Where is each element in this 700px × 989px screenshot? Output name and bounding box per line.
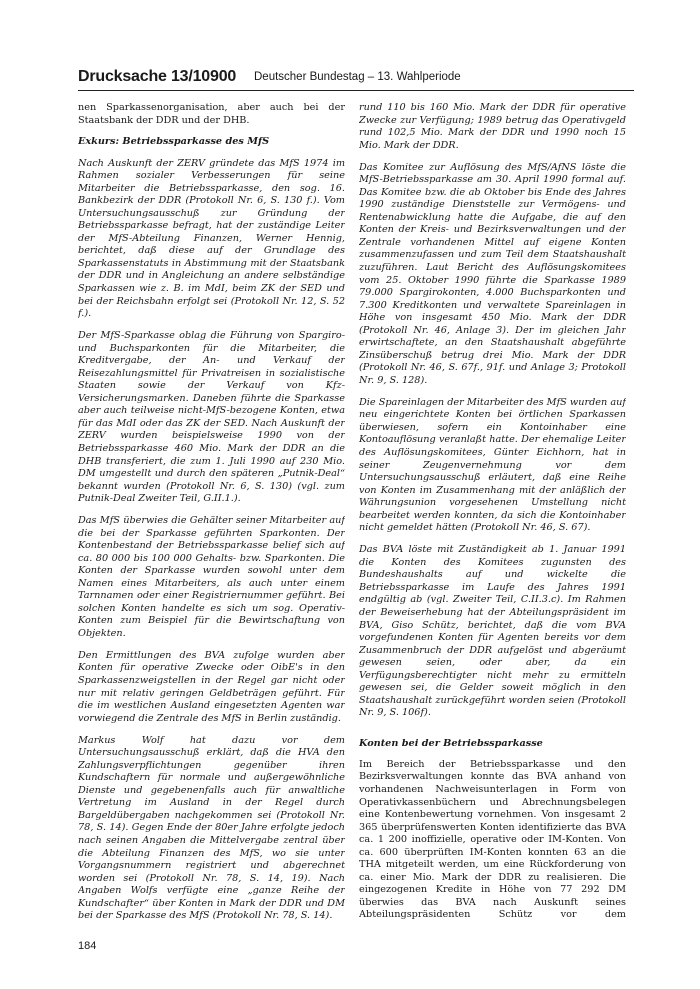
paragraph: Das BVA löste mit Zuständigkeit ab 1. Januar 1991 die Konten des Komitees zugunsten des Bundeshaushalts auf und wickelte die Betriebssparkasse im Laufe des Jahres 1991 endgültig ab (vgl. Zweiter Teil, C.II.3.c). Im Rahmen der Beweiserhebung hat der Abteilungspräsident im BVA, Giso Schütz, berichtet, daß die vom BVA vorgefundenen Konten für Agenten bereits vor dem Zusammenbruch der DDR aufgelöst und abgeräumt gewesen seien, oder aber, da ein Verfügungsberechtigter nicht mehr zu ermitteln gewesen sei, die Gelder soweit möglich in den Staatshaushalt zurückgeführt worden seien (Protokoll Nr. 9, S. 106f). — [359, 544, 626, 719]
paragraph: Im Bereich der Betriebssparkasse und den Bezirksverwaltungen konnte das BVA anhand von vorhandenen Nachweisunterlagen in Form von Operativkassenbüchern und Abrechnungsbelegen eine Kontenbewertung vornehmen. Von insgesamt 2 365 überprüfenswerten Konten identifizierte das BVA ca. 1 200 inoffizielle, operative oder IM-Konten. Von ca. 600 überprüften IM-Konten konnten 63 an die THA mitgeteilt werden, um eine Rückforderung von ca. einer Mio. Mark der DDR zu realisieren. Die eingezogenen Kredite in Höhe von 77 292 DM überwies das BVA nach Auskunft seines Abteilungspräsidenten Schütz vor dem — [359, 758, 626, 921]
paragraph: Den Ermittlungen des BVA zufolge wurden aber Konten für operative Zwecke oder OibE's in den Sparkassenzweigstellen in der Regel gar nicht oder nur mit relativ geringen Geldbeträgen geführt. Für die im westlichen Ausland eingesetzten Agenten war vorwiegend die Zentrale des MfS in Berlin zuständig. — [78, 649, 345, 724]
paragraph: Nach Auskunft der ZERV gründete das MfS 1974 im Rahmen sozialer Verbesserungen für seine Mitarbeiter die Betriebssparkasse, den sog. 16. Bankbezirk der DDR (Protokoll Nr. 6, S. 130 f.). Vom Untersuchungsausschuß zur Gründung der Betriebssparkasse befragt, hat der zuständige Leiter der MfS-Abteilung Finanzen, Werner Hennig, berichtet, daß diese auf der Grundlage des Sparkassenstatuts in Abstimmung mit der Staatsbank der DDR und in Angleichung an andere selbständige Sparkassen wie z. B. im MdI, beim ZK der SED und bei der Reichsbahn erfolgt sei (Protokoll Nr. 12, S. 52 f.). — [78, 157, 345, 320]
page-number: 184 — [78, 940, 97, 952]
paragraph: nen Sparkassenorganisation, aber auch bei der Staatsbank der DDR und der DHB. — [78, 102, 345, 126]
paragraph: Das MfS überwies die Gehälter seiner Mitarbeiter auf die bei der Sparkasse geführten Sparkonten. Der Kontenbestand der Betriebssparkasse belief sich auf ca. 80 000 bis 100 000 Gehalts- bzw. Sparkonten. Die Konten der Sparkasse wurden sowohl unter dem Namen eines Mitarbeiters, als auch unter einem Tarnnamen oder einer Registriernummer geführt. Bei solchen Konten handelte es sich um sog. Operativ-Konten zum Beispiel für die Bewirtschaftung von Objekten. — [78, 515, 345, 639]
paragraph: Markus Wolf hat dazu vor dem Untersuchungsausschuß erklärt, daß die HVA den Zahlungsverpflichtungen gegenüber ihren Kundschaftern für normale und außergewöhnliche Dienste und gegebenenfalls auch für anwaltliche Vertretung im Ausland in der Regel durch Bargeldübergaben nachgekommen sei (Protokoll Nr. 78, S. 14). Gegen Ende der 80er Jahre erfolgte jedoch nach seinen Angaben die Mittelvergabe zentral über die Abteilung Finanzen des MfS, wo sie unter Vorgangsnummern registriert und abgerechnet worden sei (Protokoll Nr. 78, S. 14, 19). Nach Angaben Wolfs verfügte eine „ganze Reihe der Kundschafter“ über Konten in Mark der DDR und DM bei der Sparkasse des MfS (Protokoll Nr. 78, S. 14). — [78, 734, 345, 922]
section-heading-konten: Konten bei der Betriebssparkasse — [359, 737, 543, 749]
document-number: Drucksache 13/10900 — [78, 68, 237, 85]
paragraph: rund 110 bis 160 Mio. Mark der DDR für operative Zwecke zur Verfügung; 1989 betrug das Operativgeld rund 102,5 Mio. Mark der DDR und 1990 noch 15 Mio. Mark der DDR. — [359, 102, 626, 151]
page-header — [78, 68, 634, 94]
paragraph: Der MfS-Sparkasse oblag die Führung von Spargiro- und Buchsparkonten für die Mitarbeiter, die Kreditvergabe, der An- und Verkauf der Reisezahlungsmittel für Privatreisen in sozialistische Staaten sowie der Verkauf von Kfz-Versicherungsmarken. Daneben führte die Sparkasse aber auch teilweise nicht-MfS-bezogene Konten, etwa für das MdI oder das ZK der SED. Nach Auskunft der ZERV wurden beispielsweise 1990 von der Betriebssparkasse 460 Mio. Mark der DDR an die DHB transferiert, die zum 1. Juli 1990 auf 230 Mio. DM umgestellt und durch den späteren „Putnik-Deal“ bekannt wurden (Protokoll Nr. 6, S. 130) (vgl. zum Putnik-Deal Zweiter Teil, G.II.1.). — [78, 330, 345, 505]
paragraph: Das Komitee zur Auflösung des MfS/AfNS löste die MfS-Betriebssparkasse am 30. April 1990 formal auf. Das Komitee bzw. die ab Oktober bis Ende des Jahres 1990 zuständige Dienststelle zur Vermögens- und Rentenabwicklung hatte die Aufgabe, die auf den Konten der Kreis- und Bezirksverwaltungen und der Zentrale vorhandenen Mittel auf eigene Konten zusammenzufassen und zum Teil dem Staatshaushalt zuzuführen. Laut Bericht des Auflösungskomitees vom 25. Oktober 1990 führte die Sparkasse 1989 79.000 Spargirokonten, 4.000 Buchsparkonten und 7.300 Kreditkonten und verwaltete Spareinlagen in Höhe von insgesamt 450 Mio. Mark der DDR (Protokoll Nr. 46, Anlage 3). Der im gleichen Jahr erwirtschaftete, an den Staatshaushalt abgeführte Zinsüberschuß betrug drei Mio. Mark der DDR (Protokoll Nr. 46, S. 67f., 91f. und Anlage 3; Protokoll Nr. 9, S. 128). — [359, 161, 626, 386]
header-rule — [78, 90, 634, 91]
right-column — [359, 102, 626, 922]
parliament-label: Deutscher Bundestag – 13. Wahlperiode — [254, 71, 461, 83]
paragraph: Die Spareinlagen der Mitarbeiter des MfS wurden auf neu eingerichtete Konten bei örtlichen Sparkassen überwiesen, sofern ein Kontoinhaber eine Kontoauflösung veranlaßt hatte. Der ehemalige Leiter des Auflösungskomitees, Günter Eichhorn, hat in seiner Zeugenvernehmung vor dem Untersuchungsausschuß erläutert, daß eine Reihe von Konten im Zusammenhang mit der anläßlich der Währungsunion vorgesehenen Umstellung nicht bearbeitet werden konnten, da sich die Kontoinhaber nicht gemeldet hätten (Protokoll Nr. 46, S. 67). — [359, 396, 626, 534]
section-heading-exkurs: Exkurs: Betriebssparkasse des MfS — [78, 136, 270, 148]
left-column — [78, 102, 345, 922]
